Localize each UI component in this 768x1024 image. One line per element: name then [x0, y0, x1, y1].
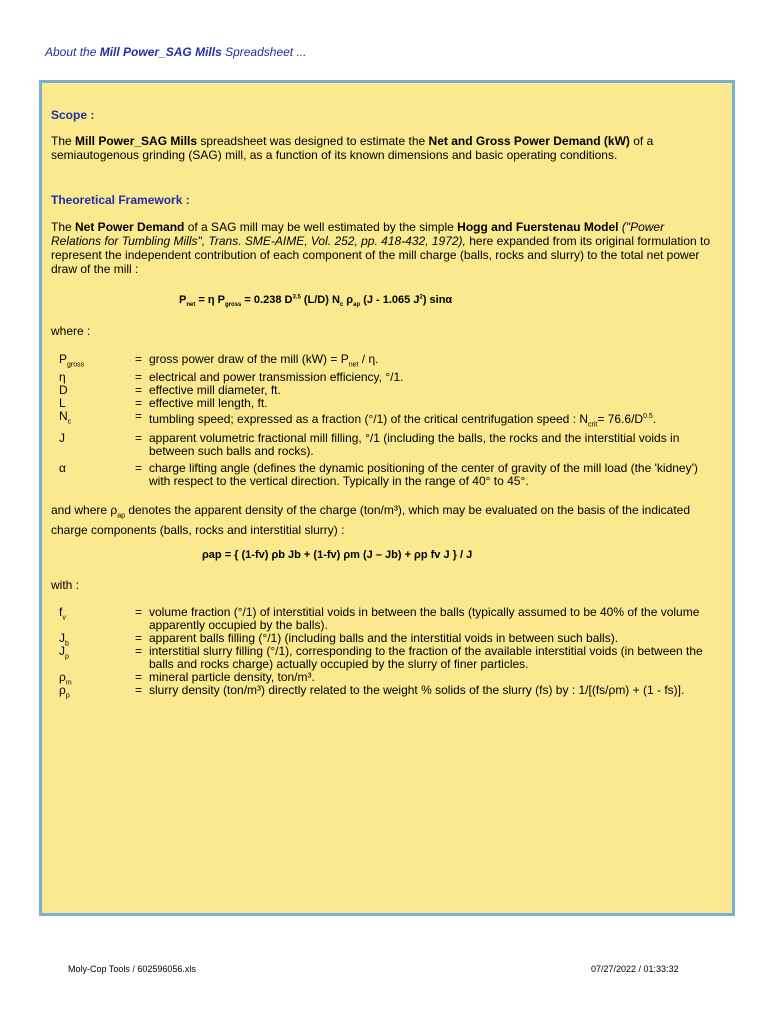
def-row: J = apparent volumetric fractional mill filling, °/1 (including the balls, the rocks and the interstitial voids in between such balls and rocks). [59, 430, 680, 458]
def-row: η = electrical and power transmission efficiency, °/1. [59, 370, 404, 385]
net-power-equation: $P_{net} = \eta$ $P_{gross} = 0.238$ $D^{3.5}$ (L/D) $N_c$ $\rho_{ap}$ (J - 1.065 $J^2$) sinα [179, 294, 453, 309]
def-row: $J_p$ = interstitial slurry filling (°/1), corresponding to the fraction of the available interstitial voids (in between the balls and rocks charge) actually occupied by the slurry of finer particles. [59, 644, 703, 671]
document-box [39, 80, 735, 916]
with-label: with : [51, 578, 80, 592]
scope-paragraph: The Mill Power_SAG Mills spreadsheet was designed to estimate the Net and Gross Power Demand (kW) of a semiautogenous grinding (SAG) mill, as a function of its known dimensions and basic operating conditions. [51, 134, 654, 162]
page-header: About the Mill Power_SAG Mills Spreadsheet ... [45, 45, 307, 59]
scope-title: Scope : [51, 108, 95, 122]
framework-title: Theoretical Framework : [51, 193, 190, 207]
footer-timestamp: 07/27/2022 / 01:33:32 [591, 964, 679, 974]
def-row: D = effective mill diameter, ft. [59, 383, 281, 398]
framework-paragraph: The Net Power Demand of a SAG mill may be well estimated by the simple Hogg and Fuerstenau Model ("Power Relations for Tumbling Mills", Trans. SME-AIME, Vol. 252, pp. 418-432, 1972), here expanded from its original formulation to represent the independent contribution of each component of the mill charge (balls, rocks and slurry) to the total net power draw of the mill : [51, 220, 711, 276]
definitions-list-1 [51, 353, 721, 488]
definitions-list-2 [51, 605, 721, 700]
def-row: $N_c$ = tumbling speed; expressed as a fraction (°/1) of the critical centrifugation speed : $N_{crit}= 76.6/D^{0.5}$. [59, 409, 657, 429]
header-title: Mill Power_SAG Mills [99, 45, 222, 59]
def-row: $\rho_m$ = mineral particle density, ton/m³. [59, 670, 315, 687]
def-row: $J_b$ = apparent balls filling (°/1) (including balls and the interstitial voids in between such balls). [59, 631, 619, 648]
def-row: $f_v$ = volume fraction (°/1) of interstitial voids in between the balls (typically assumed to be 40% of the volume apparently occupied by the balls). [59, 605, 700, 632]
def-row: $P_{gross}$ = gross power draw of the mill $(kW) = P_{net} / \eta$. [59, 352, 379, 369]
apparent-density-equation: ρap = { (1-fv) ρb Jb + (1-fv) ρm (J – Jb) + ρp fv J } / J [202, 549, 473, 561]
where-label: where : [51, 324, 91, 338]
def-row: $\rho_p$ = slurry density (ton/m³) directly related to the weight % solids of the slurry (fs) by : 1/[(fs/ρm) + (1 - fs)]. [59, 683, 685, 700]
def-row: L = effective mill length, ft. [59, 396, 268, 411]
footer-file: Moly-Cop Tools / 602596056.xls [68, 964, 196, 974]
def-row: α = charge lifting angle (defines the dynamic positioning of the center of gravity of the mill load (the 'kidney') with respect to the vertical direction. Typically in the range of 40° to 45°. [59, 460, 698, 488]
density-paragraph: and where $\rho_{ap}$ denotes the apparent density of the charge (ton/m³), which may be evaluated on the basis of the indicated charge components (balls, rocks and interstitial slurry) : [51, 503, 691, 538]
